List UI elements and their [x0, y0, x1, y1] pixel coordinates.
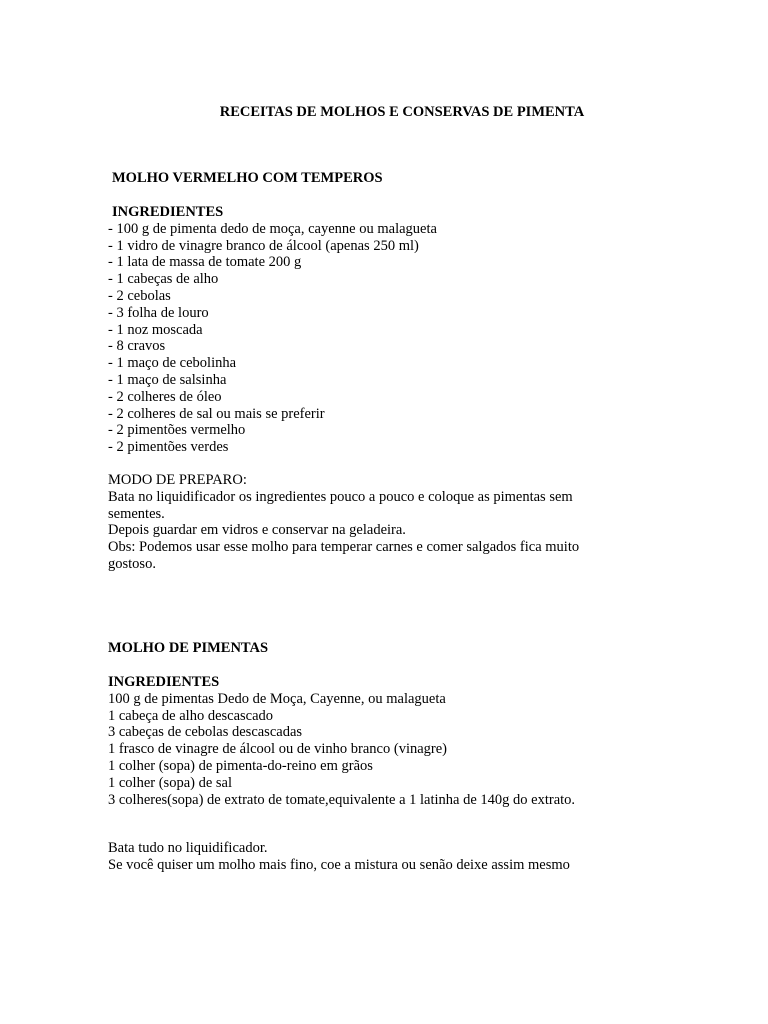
- recipe2-ingredients-list: [108, 691, 628, 809]
- ingredient-item: 100 g de pimentas Dedo de Moça, Cayenne, ou malagueta: [108, 690, 446, 707]
- ingredient-item: - 2 colheres de óleo: [108, 388, 222, 405]
- recipe1-method-label: MODO DE PREPARO:: [108, 472, 247, 488]
- recipe1-ingredients-label: INGREDIENTES: [112, 204, 224, 220]
- ingredient-item: - 1 maço de salsinha: [108, 371, 227, 388]
- ingredient-item: - 3 folha de louro: [108, 304, 209, 321]
- ingredient-item: - 2 colheres de sal ou mais se preferir: [108, 405, 325, 422]
- recipe1-ingredients-block: [108, 204, 628, 456]
- ingredient-item: - 2 cebolas: [108, 287, 171, 304]
- ingredient-item: 3 cabeças de cebolas descascadas: [108, 724, 303, 741]
- recipe1-ingredients-list: [108, 221, 628, 456]
- document-title: RECEITAS DE MOLHOS E CONSERVAS DE PIMENTA: [219, 104, 585, 120]
- recipe2-ingredients-label: INGREDIENTES: [108, 674, 220, 690]
- recipe1-heading-block: [108, 170, 628, 187]
- recipe2-heading: MOLHO DE PIMENTAS: [108, 640, 269, 656]
- ingredient-item: 1 cabeça de alho descascado: [108, 707, 274, 724]
- ingredient-item: - 1 vidro de vinagre branco de álcool (apenas 250 ml): [108, 237, 419, 254]
- ingredient-item: 1 frasco de vinagre de álcool ou de vinho branco (vinagre): [108, 741, 448, 758]
- recipe2-heading-block: [108, 640, 628, 657]
- ingredient-item: - 1 noz moscada: [108, 321, 203, 338]
- ingredient-item: 1 colher (sopa) de pimenta-do-reino em grãos: [108, 757, 373, 774]
- recipe1-method-block: [108, 472, 628, 573]
- method-paragraph: Obs: Podemos usar esse molho para temperar carnes e comer salgados fica muito gostoso.: [108, 539, 580, 572]
- ingredient-item: - 1 cabeças de alho: [108, 271, 219, 288]
- recipe1-heading: MOLHO VERMELHO COM TEMPEROS: [112, 170, 383, 186]
- ingredient-item: - 1 maço de cebolinha: [108, 355, 237, 372]
- ingredient-item: - 100 g de pimenta dedo de moça, cayenne ou malagueta: [108, 220, 437, 237]
- ingredient-item: - 2 pimentões verdes: [108, 439, 229, 456]
- recipe2-ingredients-block: [108, 674, 628, 808]
- method-paragraph: Se você quiser um molho mais fino, coe a mistura ou senão deixe assim mesmo: [108, 856, 570, 873]
- method-paragraph: Depois guardar em vidros e conservar na geladeira.: [108, 522, 406, 539]
- recipe2-method-block: [108, 840, 628, 874]
- ingredient-item: 3 colheres(sopa) de extrato de tomate,equivalente a 1 latinha de 140g do extrato.: [108, 791, 576, 808]
- ingredient-item: - 8 cravos: [108, 338, 166, 355]
- ingredient-item: - 2 pimentões vermelho: [108, 422, 246, 439]
- ingredient-item: 1 colher (sopa) de sal: [108, 774, 233, 791]
- method-paragraph: Bata tudo no liquidificador.: [108, 840, 268, 856]
- ingredient-item: - 1 lata de massa de tomate 200 g: [108, 254, 302, 271]
- method-paragraph: Bata no liquidificador os ingredientes pouco a pouco e coloque as pimentas sem sementes.: [108, 488, 573, 522]
